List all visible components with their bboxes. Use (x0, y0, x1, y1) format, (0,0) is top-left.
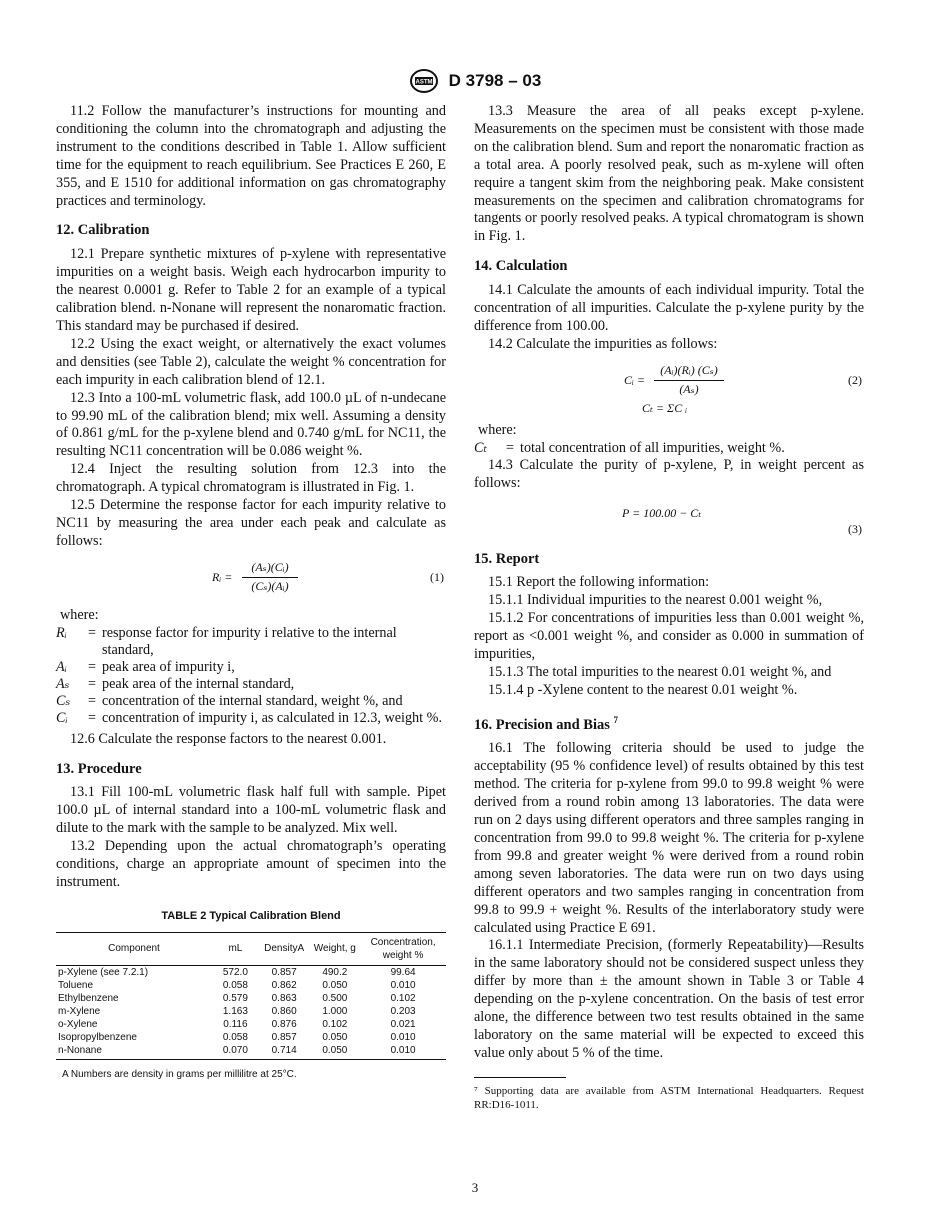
eq1-numerator: (Aₛ)(Cᵢ) (242, 559, 298, 578)
page-number: 3 (471, 1180, 479, 1195)
table-cell: 1.163 (222, 1005, 248, 1017)
eq2-number: (2) (848, 372, 862, 387)
table-cell: p-Xylene (see 7.2.1) (58, 966, 149, 978)
para-13-1: 13.1 Fill 100-mL volumetric flask half full with sample. Pipet 100.0 µL of internal standard into a 100-mL volumetric flask and dilute to the mark with the sample to be analyzed. Mix well. (56, 784, 446, 837)
table-row (56, 1018, 446, 1031)
where-label: where: (60, 606, 99, 623)
def-equals: = (87, 624, 96, 641)
eq1-lhs: Rᵢ = (212, 569, 233, 584)
equation-2 (474, 362, 864, 416)
table-cell: 0.058 (222, 979, 248, 991)
table-cell: Ethylbenzene (58, 992, 119, 1004)
table-cell: m-Xylene (58, 1005, 101, 1017)
table-cell: 0.010 (390, 979, 416, 991)
def-row (56, 625, 446, 659)
right-column (474, 103, 864, 1112)
def-equals: = (87, 658, 96, 675)
col-header: DensityA (259, 932, 310, 965)
heading-precision-bias (474, 712, 864, 735)
table-cell: 0.857 (271, 966, 297, 978)
table-row (56, 1031, 446, 1044)
eq2-lhs: Cᵢ = (624, 372, 645, 387)
table-cell: 0.010 (390, 1031, 416, 1043)
def-text: response factor for impurity i relative to the internal standard, (102, 624, 397, 658)
heading-calculation: 14. Calculation (474, 258, 568, 275)
eq3-number: (3) (848, 521, 862, 536)
footnote-7: ⁷ Supporting data are available from ASTM International Headquarters. Request RR:D16-1011. (474, 1084, 864, 1111)
table-cell: 1.000 (322, 1005, 348, 1017)
table-cell: n-Nonane (56, 1044, 212, 1060)
table-cell: 0.050 (309, 1044, 360, 1060)
para-14-3: 14.3 Calculate the purity of p-xylene, P, in weight percent as follows: (474, 456, 864, 491)
eq3-text: P = 100.00 − Cₜ (622, 505, 702, 520)
def-symbol: Rᵢ (56, 624, 67, 641)
astm-logo-icon (409, 68, 439, 94)
table-2-title: TABLE 2 Typical Calibration Blend (161, 909, 341, 922)
where-label: where: (478, 421, 517, 438)
def-row (56, 659, 446, 676)
table-cell: 0.863 (271, 992, 297, 1004)
para-12-4: 12.4 Inject the resulting solution from 12.3 into the chromatograph. A typical chromatogram is illustrated in Fig. 1. (56, 461, 446, 496)
para-15-1-3: 15.1.3 The total impurities to the nearest 0.01 weight %, and (488, 663, 832, 680)
para-12-3: 12.3 Into a 100-mL volumetric flask, add 100.0 µL of n-undecane to 99.90 mL of the calibration blend; mix well. Assuming a density of 0.861 g/mL for the p-xylene blend and 0.740 g/mL for NC11, the resulting NC11 concentration will be 0.086 weight %. (56, 389, 446, 460)
def-symbol: Cₛ (56, 692, 71, 709)
eq2-numerator: (Aᵢ)(Rᵢ) (Cₛ) (654, 362, 724, 381)
def-equals: = (505, 439, 514, 456)
equation-3 (474, 501, 864, 539)
ct-definition (474, 440, 864, 457)
eq1-number: (1) (430, 569, 444, 584)
eq1-denominator: (Cₛ)(Aᵢ) (251, 578, 289, 593)
table-cell: 0.058 (222, 1031, 248, 1043)
equation-1 (56, 559, 446, 601)
eq2-denominator: (Aₛ) (679, 381, 699, 396)
def-equals: = (87, 709, 96, 726)
footnote-divider (474, 1077, 566, 1078)
def-text: peak area of impurity i, (102, 658, 235, 675)
table-header-row (56, 932, 446, 965)
table-cell: 0.203 (390, 1005, 416, 1017)
page-header (0, 68, 950, 94)
table-cell: 0.050 (322, 979, 348, 991)
table-row (56, 992, 446, 1005)
para-15-1: 15.1 Report the following information: (488, 574, 710, 591)
table-cell: 0.862 (271, 979, 297, 991)
table-2-footnote: A Numbers are density in grams per millilitre at 25°C. (62, 1068, 297, 1080)
def-text: peak area of the internal standard, (102, 675, 295, 692)
heading-text: 16. Precision and Bias (474, 716, 610, 733)
footnote-ref: 7 (613, 714, 619, 725)
designation: D 3798 – 03 (448, 71, 542, 90)
para-16-1-1: 16.1.1 Intermediate Precision, (formerly Repeatability)—Results in the same laboratory should not be considered suspect unless they differ by more than ± the amount shown in Table 3 or Table 4 depending on the p-xylene concentration. On the basis of test error alone, the difference between two test results obtained in the same laboratory on the same material will be expected to exceed this value only about 5 % of the time. (474, 937, 864, 1061)
table-cell: Isopropylbenzene (58, 1031, 137, 1043)
def-text: total concentration of all impurities, weight %. (520, 439, 785, 456)
table-row (56, 1044, 446, 1060)
table-cell: 0.714 (259, 1044, 310, 1060)
col-header: Concentration, weight % (360, 932, 446, 965)
table-cell: 0.860 (271, 1005, 297, 1017)
table-cell: 0.070 (212, 1044, 259, 1060)
table-cell: 0.010 (360, 1044, 446, 1060)
table-row (56, 1005, 446, 1018)
eq2-fraction (654, 362, 724, 399)
heading-calibration: 12. Calibration (56, 222, 150, 239)
heading-procedure: 13. Procedure (56, 760, 142, 777)
table-cell: Toluene (58, 979, 94, 991)
svg-text:ASTM: ASTM (415, 79, 433, 86)
table-cell: 572.0 (222, 966, 248, 978)
calibration-table (56, 932, 446, 1060)
table-cell: o-Xylene (58, 1018, 98, 1030)
table-cell: 490.2 (322, 966, 348, 978)
table-cell: 0.116 (223, 1018, 248, 1030)
para-16-1: 16.1 The following criteria should be used to judge the acceptability (95 % confidence level) of results obtained by this test method. The criteria for p-xylene from 99.0 to 99.8 weight % were derived from a round robin among 13 laboratories. The data were run on 2 days using different operators and three samples ranging in concentration from 99.0 to 99.8 weight %. The criteria for p-xylene from 99.8 and greater weight % were derived from a round robin among seven laboratories. The data were run on two days using different operators and two samples ranging in concentration from 99.8 to 99.9 + weight %. Results of the interlaboratory study were calculated using Practice E 691. (474, 740, 864, 936)
table-cell: 99.64 (390, 966, 416, 978)
def-row (474, 440, 864, 457)
para-14-1: 14.1 Calculate the amounts of each individual impurity. Total the concentration of all impurities. Calculate the p-xylene purity by the difference from 100.00. (474, 282, 864, 334)
eq1-fraction (242, 559, 298, 596)
para-12-5: 12.5 Determine the response factor for each impurity relative to NC11 by measuring the area under each peak and calculate as follows: (56, 497, 446, 549)
para-14-2: 14.2 Calculate the impurities as follows: (488, 335, 718, 352)
left-column (56, 103, 446, 1084)
table-cell: 0.579 (222, 992, 248, 1004)
table-row (56, 979, 446, 992)
col-header: mL (212, 932, 259, 965)
table-cell: 0.021 (390, 1018, 416, 1030)
def-symbol: Aᵢ (56, 658, 67, 675)
para-12-1: 12.1 Prepare synthetic mixtures of p-xylene with representative impurities on a weight basis. Weigh each hydrocarbon impurity to the nearest 0.0001 g. Refer to Table 2 for an example of a typical calibration blend. n-Nonane will represent the nonaromatic fraction. This standard may be purchased if desired. (56, 246, 446, 334)
def-equals: = (87, 675, 96, 692)
para-15-1-2: 15.1.2 For concentrations of impurities less than 0.001 weight %, report as <0.001 weight %, and consider as 0.000 in summation of impurities, (474, 610, 864, 663)
def-symbol: Aₛ (56, 675, 70, 692)
table-row (56, 965, 446, 979)
para-15-1-1: 15.1.1 Individual impurities to the nearest 0.001 weight %, (488, 592, 823, 609)
def-text: concentration of impurity i, as calculated in 12.3, weight %. (102, 709, 443, 726)
def-row (56, 676, 446, 693)
para-15-1-4: 15.1.4 p -Xylene content to the nearest 0.01 weight %. (488, 681, 798, 698)
para-13-3: 13.3 Measure the area of all peaks except p-xylene. Measurements on the specimen must be consistent with those made on the calibration blend. Sum and report the nonaromatic fraction as a total area. A poorly resolved peak, such as m-xylene will often require a tangent skim from the neighboring peak. Make consistent measurements on the specimen and calibration chromatograms for tangents or poorly resolved peaks. A typical chromatogram is shown in Fig. 1. (474, 103, 864, 245)
table-cell: 0.876 (271, 1018, 297, 1030)
def-row (56, 693, 446, 710)
def-equals: = (87, 692, 96, 709)
col-header: Weight, g (309, 932, 360, 965)
table-cell: 0.857 (271, 1031, 297, 1043)
col-header: Component (56, 932, 212, 965)
para-12-6: 12.6 Calculate the response factors to the nearest 0.001. (70, 730, 387, 747)
table-cell: 0.050 (322, 1031, 348, 1043)
eq2-sum: Cₜ = ΣC ᵢ (642, 400, 688, 415)
variable-definitions (56, 625, 446, 727)
def-symbol: Cₜ (474, 439, 487, 456)
def-text: concentration of the internal standard, weight %, and (102, 692, 403, 709)
para-12-2: 12.2 Using the exact weight, or alternatively the exact volumes and densities (see Table 2), calculate the weight % concentration for each impurity in each calibration blend of 12.1. (56, 335, 446, 388)
heading-report: 15. Report (474, 550, 540, 567)
para-11-2: 11.2 Follow the manufacturer’s instructions for mounting and conditioning the column into the chromatograph and adjusting the instrument to the conditions described in Table 1. Allow sufficient time for the equipment to reach equilibrium. See Practices E 260, E 355, and E 1510 for additional information on gas chromatography practices and terminology. (56, 103, 446, 209)
para-13-2: 13.2 Depending upon the actual chromatograph’s operating conditions, charge an appropriate amount of specimen into the instrument. (56, 838, 446, 890)
table-cell: 0.102 (390, 992, 416, 1004)
table-cell: 0.102 (322, 1018, 348, 1030)
table-cell: 0.500 (322, 992, 348, 1004)
table-2 (56, 908, 446, 1084)
def-symbol: Cᵢ (56, 709, 68, 726)
def-row (56, 710, 446, 727)
